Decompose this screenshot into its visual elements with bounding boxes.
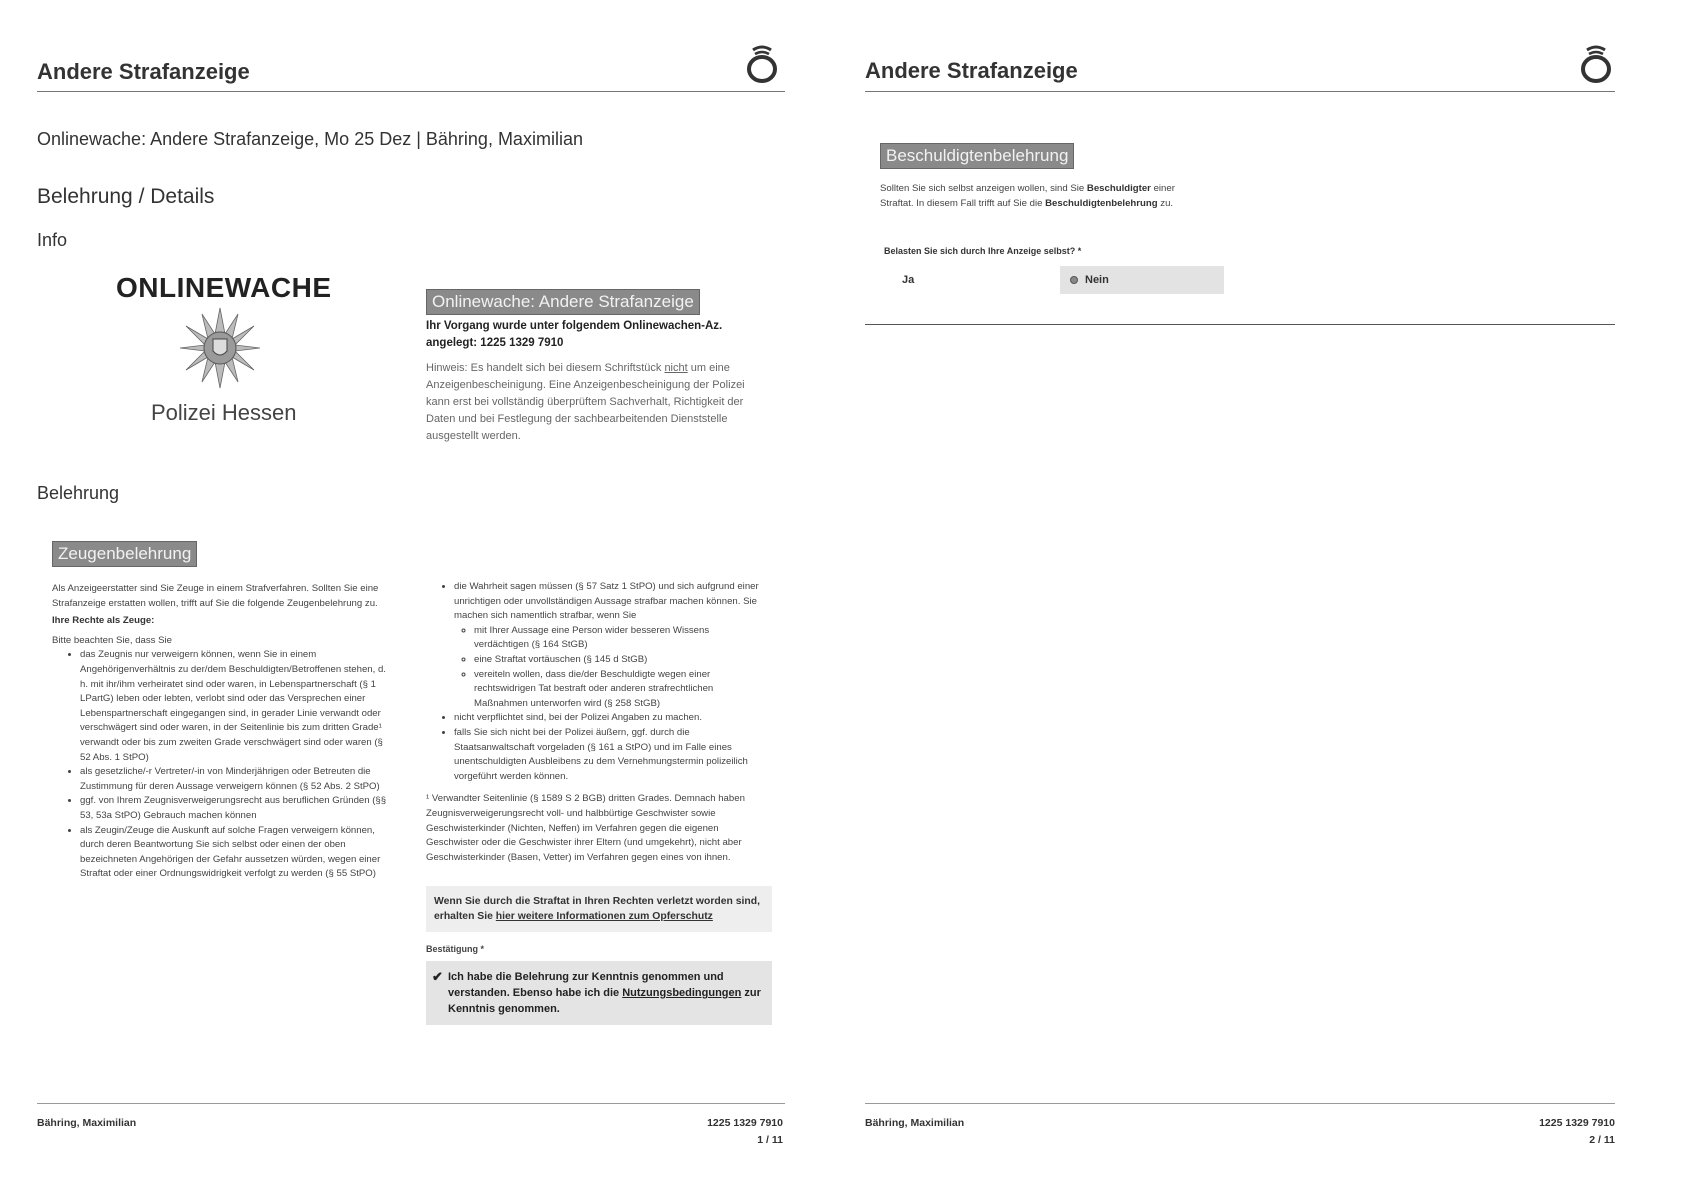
zeugenbelehrung-left-column	[52, 582, 392, 882]
info-box-label: Onlinewache: Andere Strafanzeige	[426, 289, 700, 315]
footer-rule	[865, 1103, 1615, 1104]
footer-rule	[37, 1103, 785, 1104]
option-nein-radio[interactable]: Nein	[1060, 266, 1224, 294]
opferschutz-link[interactable]: hier weitere Informationen zum Opferschutz	[495, 911, 713, 922]
list-item: ◦ mit Ihrer Aussage eine Person wider besseren Wissens verdächtigen (§ 164 StGB)	[474, 624, 766, 653]
hinweis-text: Hinweis: Es handelt sich bei diesem Schriftstück nicht um eine Anzeigenbescheinigung. Eine Anzeigenbescheinigung der Polizei kann erst bei vollständig überprüftem Sachverhalt, Richtigkeit der Daten und bei Festlegung der sachbearbeitenden Dienststelle ausgestellt werden.	[426, 362, 745, 442]
zeugen-intro: Als Anzeigeerstatter sind Sie Zeuge in einem Strafverfahren. Sollten Sie eine Strafanzeige erstatten wollen, trifft auf Sie die folgende Zeugenbelehrung zu.	[52, 583, 379, 609]
police-logo-icon	[744, 44, 780, 84]
list-item: • falls Sie sich nicht bei der Polizei äußern, ggf. durch die Staatsanwaltschaft vorgeladen (§ 161 a StPO) und im Falle eines unentschuldigten Ausbleibens zu dem Vernehmungstermin polizeilich vorgeführt werden können.	[454, 726, 766, 784]
checkmark-icon: ✔	[432, 969, 443, 984]
page-subtitle: Onlinewache: Andere Strafanzeige, Mo 25 Dez | Bähring, Maximilian	[37, 129, 583, 149]
list-item: • ggf. von Ihrem Zeugnisverweigerungsrecht aus beruflichen Gründen (§§ 53, 53a StPO) Gebrauch machen können	[80, 794, 392, 823]
confirmation-checkbox[interactable]: ✔ Ich habe die Belehrung zur Kenntnis genommen und verstanden. Ebenso habe ich die Nutzungsbedingungen zur Kenntnis genommen.	[426, 961, 772, 1025]
info-heading: Info	[37, 230, 68, 250]
section-rule	[865, 324, 1615, 325]
police-star-icon	[180, 306, 260, 390]
list-item: • das Zeugnis nur verweigern können, wenn Sie in einem Angehörigenverhältnis zu der/dem Beschuldigten/Betroffenen stehen, d. h. mit ihr/ihm verheiratet sind oder waren, in Lebenspartnerschaft (§ 1 LPartG) leben oder lebten, verlobt sind oder das Versprechen einer Lebenspartnerschaft eingegangen sind, in gerader Linie verwandt oder verschwägert sind oder waren, in der Seitenlinie bis zum dritten Grade¹ verwandt oder bis zum zweiten Grade verschwägert sind oder waren (§ 52 Abs. 1 StPO)	[80, 648, 392, 765]
page-header-title: Andere Strafanzeige	[865, 58, 1078, 83]
belehrung-heading: Belehrung	[37, 483, 120, 503]
onlinewache-brand: ONLINEWACHE	[116, 272, 332, 303]
footer-page-number: 1 / 11	[757, 1134, 783, 1146]
page-header-title: Andere Strafanzeige	[37, 59, 250, 84]
footer-az: 1225 1329 7910	[707, 1117, 783, 1129]
beschuldigtenbelehrung-text: Sollten Sie sich selbst anzeigen wollen, sind Sie Beschuldigter einer Straftat. In diesem Fall trifft auf Sie die Beschuldigtenbelehrung zu.	[880, 183, 1175, 209]
footer-az: 1225 1329 7910	[1539, 1117, 1615, 1129]
zeugenbelehrung-label: Zeugenbelehrung	[52, 541, 197, 567]
footer-page-number: 2 / 11	[1589, 1134, 1615, 1146]
opferschutz-box: Wenn Sie durch die Straftat in Ihren Rechten verletzt worden sind, erhalten Sie hier weitere Informationen zum Opferschutz	[426, 886, 772, 932]
rights-note: Bitte beachten Sie, dass Sie	[52, 634, 172, 646]
rights-heading: Ihre Rechte als Zeuge:	[52, 615, 155, 627]
section-heading: Belehrung / Details	[37, 185, 215, 208]
header-rule	[37, 91, 785, 92]
list-item: • als gesetzliche/-r Vertreter/-in von Minderjährigen oder Betreuten die Zustimmung für deren Aussage verweigern können (§ 52 Abs. 2 StPO)	[80, 765, 392, 794]
beschuldigtenbelehrung-label: Beschuldigtenbelehrung	[880, 143, 1074, 169]
list-item: die Wahrheit sagen müssen (§ 57 Satz 1 StPO) und sich aufgrund einer unrichtigen oder unvollständigen Aussage strafbar machen können. Sie machen sich namentlich strafbar, wenn Sie	[454, 581, 759, 622]
footer-name: Bähring, Maximilian	[37, 1117, 137, 1129]
polizei-hessen-label: Polizei Hessen	[151, 400, 297, 425]
list-item: • als Zeugin/Zeuge die Auskunft auf solche Fragen verweigern können, durch deren Beantwortung Sie sich selbst oder einen der oben bezeichneten Angehörigen der Gefahr aussetzen würden, wegen einer Straftat oder einer Ordnungswidrigkeit verfolgt zu werden (§ 55 StPO)	[80, 824, 392, 882]
zeugenbelehrung-right-column	[426, 580, 766, 865]
option-ja-radio[interactable]: Ja	[902, 274, 915, 286]
confirmation-label: Bestätigung *	[426, 944, 485, 954]
vorgang-text: Ihr Vorgang wurde unter folgendem Onlinewachen-Az. angelegt: 1225 1329 7910	[426, 320, 723, 349]
footnote: ¹ Verwandter Seitenlinie (§ 1589 S 2 BGB) dritten Grades. Demnach haben Zeugnisverweigerungsrecht voll- und halbbürtige Geschwister sowie Geschwisterkinder (Nichten, Neffen) im Verfahren gegen die eigenen Geschwister oder die Geschwister ihrer Eltern (und umgekehrt), nicht aber Geschwisterkinder (Basen, Vetter) im Verfahren gegen eines von ihnen.	[426, 793, 745, 863]
police-logo-icon	[1578, 44, 1614, 84]
radio-selected-icon	[1070, 276, 1078, 284]
list-item: • nicht verpflichtet sind, bei der Polizei Angaben zu machen.	[454, 711, 766, 726]
document-page-2	[848, 0, 1696, 1199]
footer-name: Bähring, Maximilian	[865, 1117, 965, 1129]
self-incrimination-question: Belasten Sie sich durch Ihre Anzeige selbst? *	[884, 246, 1082, 256]
list-item: ◦ eine Straftat vortäuschen (§ 145 d StGB)	[474, 653, 766, 668]
nutzungsbedingungen-link[interactable]: Nutzungsbedingungen	[622, 987, 742, 999]
list-item: ◦ vereiteln wollen, dass die/der Beschuldigte wegen einer rechtswidrigen Tat bestraft oder anderen strafrechtlichen Maßnahmen unterworfen wird (§ 258 StGB)	[474, 668, 766, 712]
header-rule	[865, 91, 1615, 92]
